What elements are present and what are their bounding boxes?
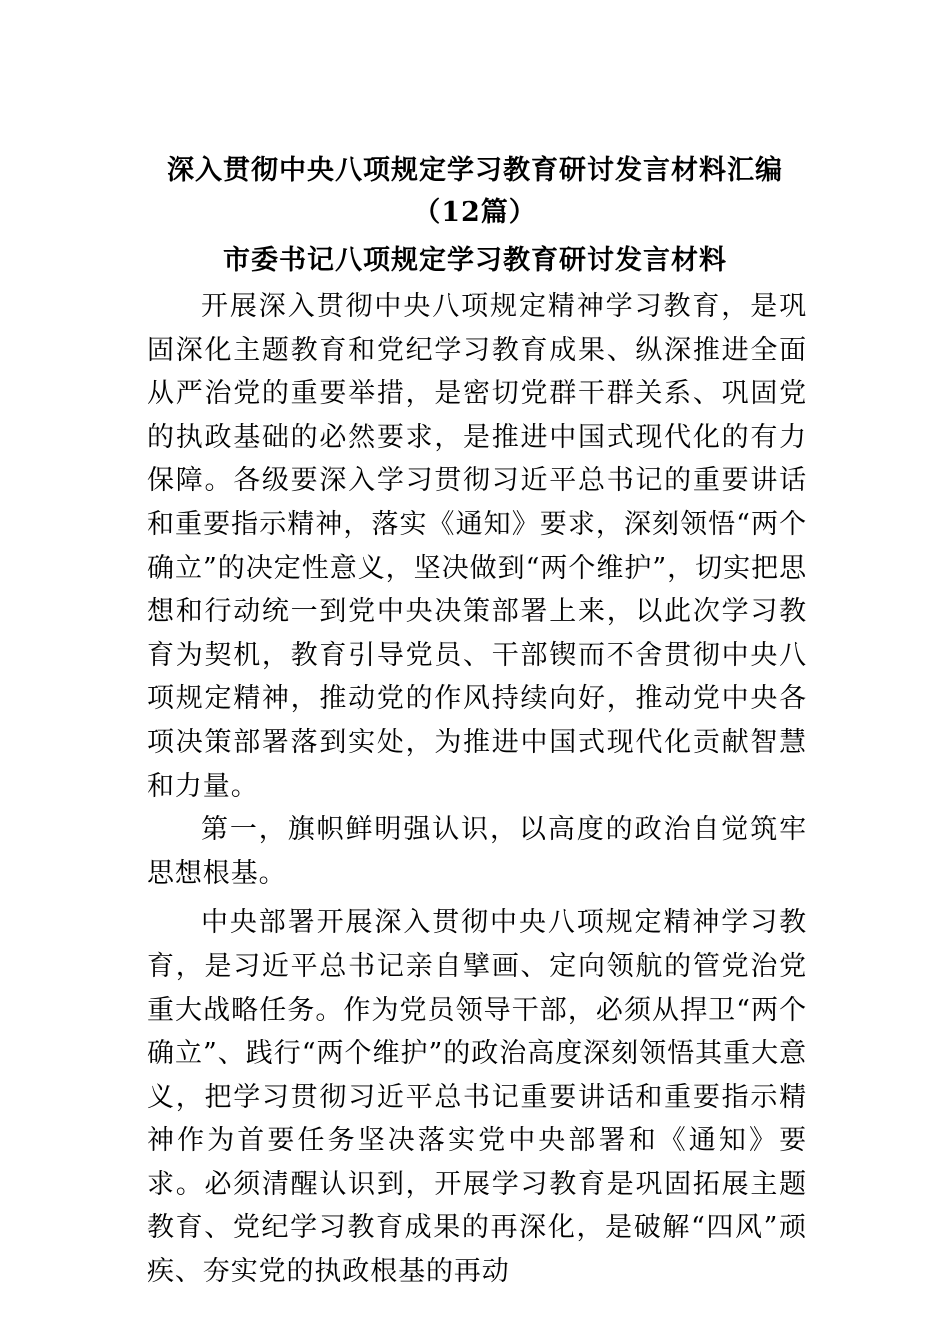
document-title: 深入贯彻中央八项规定学习教育研讨发言材料汇编（12篇） <box>167 155 783 228</box>
paragraph-intro: 开展深入贯彻中央八项规定精神学习教育，是巩固深化主题教育和党纪学习教育成果、纵深推进全面从严治党的重要举措，是密切党群干群关系、巩固党的执政基础的必然要求，是推进中国式现代化的有力保障。各级要深入学习贯彻习近平总书记的重要讲话和重要指示精神，落实《通知》要求，深刻领悟“两个确立”的决定性意义，坚决做到“两个维护”，切实把思想和行动统一到党中央决策部署上来，以此次学习教育为契机，教育引导党员、干部锲而不舍贯彻中央八项规定精神，推动党的作风持续向好，推动党中央各项决策部署落到实处，为推进中国式现代化贡献智慧和力量。 <box>147 291 807 802</box>
paragraph-point-one-heading: 第一，旗帜鲜明强认识，以高度的政治自觉筑牢思想根基。 <box>147 814 807 889</box>
paragraph-point-one-body: 中央部署开展深入贯彻中央八项规定精神学习教育，是习近平总书记亲自擘画、定向领航的管党治党重大战略任务。作为党员领导干部，必须从捍卫“两个确立”、践行“两个维护”的政治高度深刻领悟其重大意义，把学习贯彻习近平总书记重要讲话和重要指示精神作为首要任务坚决落实党中央部署和《通知》要求。必须清醒认识到，开展学习教育是巩固拓展主题教育、党纪学习教育成果的再深化，是破解“四风”顽疾、夯实党的执政根基的再动 <box>147 907 807 1288</box>
section-title: 市委书记八项规定学习教育研讨发言材料 <box>223 245 727 276</box>
document-body <box>147 285 807 1294</box>
